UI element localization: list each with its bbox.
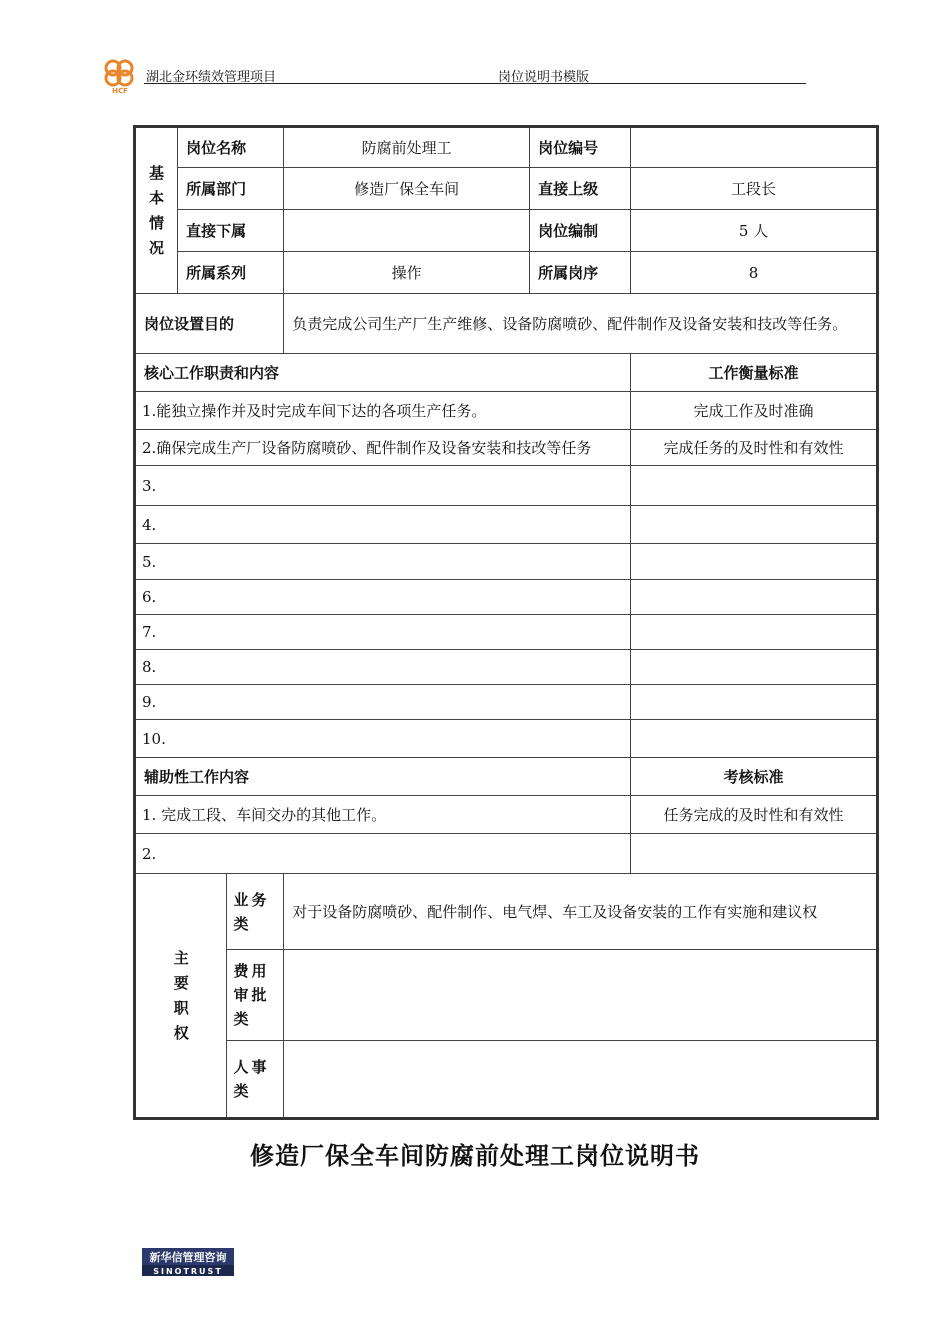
core-item: 1.能独立操作并及时完成车间下达的各项生产任务。	[135, 392, 631, 430]
svg-text:HCF: HCF	[112, 87, 128, 94]
core-item: 9.	[135, 685, 631, 720]
document-title: 修造厂保全车间防腐前处理工岗位说明书	[250, 1142, 700, 1170]
aux-item: 1. 完成工段、车间交办的其他工作。	[135, 796, 631, 834]
core-standard	[631, 650, 878, 685]
basic-value: 修造厂保全车间	[284, 168, 530, 210]
core-item: 6.	[135, 580, 631, 615]
core-header: 核心工作职责和内容	[135, 354, 631, 392]
basic-row	[135, 168, 878, 210]
core-standard	[631, 544, 878, 580]
powers-section-label: 主 要 职 权	[135, 874, 227, 1119]
core-item: 4.	[135, 506, 631, 544]
purpose-text: 负责完成公司生产厂生产维修、设备防腐喷砂、配件制作及设备安装和技改等任务。	[284, 294, 878, 354]
power-label: 人事类	[227, 1041, 284, 1119]
job-description-table	[133, 125, 879, 1120]
core-standard	[631, 506, 878, 544]
basic-label: 岗位编制	[530, 210, 631, 252]
power-text	[284, 950, 878, 1041]
core-item-row	[135, 685, 878, 720]
core-item-row	[135, 650, 878, 685]
core-item: 7.	[135, 615, 631, 650]
aux-standard-header: 考核标准	[631, 758, 878, 796]
core-item-row	[135, 580, 878, 615]
core-item-row	[135, 466, 878, 506]
basic-value: 防腐前处理工	[284, 127, 530, 168]
aux-standard: 任务完成的及时性和有效性	[631, 796, 878, 834]
core-standard	[631, 720, 878, 758]
core-item: 3.	[135, 466, 631, 506]
core-standard: 完成任务的及时性和有效性	[631, 430, 878, 466]
basic-label: 岗位编号	[530, 127, 631, 168]
core-standard	[631, 685, 878, 720]
aux-header: 辅助性工作内容	[135, 758, 631, 796]
basic-section-label: 基 本 情 况	[135, 127, 178, 294]
power-label: 业务类	[227, 874, 284, 950]
core-item: 2.确保完成生产厂设备防腐喷砂、配件制作及设备安装和技改等任务	[135, 430, 631, 466]
basic-row	[135, 127, 878, 168]
basic-value: 操作	[284, 252, 530, 294]
core-standard-header: 工作衡量标准	[631, 354, 878, 392]
basic-value: 工段长	[631, 168, 878, 210]
aux-item-row	[135, 834, 878, 874]
basic-value	[631, 127, 878, 168]
svg-text:新华信管理咨询: 新华信管理咨询	[149, 1251, 227, 1264]
aux-standard	[631, 834, 878, 874]
basic-label: 直接下属	[178, 210, 284, 252]
core-item-row	[135, 720, 878, 758]
company-logo-icon	[100, 54, 140, 94]
core-item-row	[135, 544, 878, 580]
header-doc-type: 岗位说明书模版	[498, 70, 590, 85]
purpose-label: 岗位设置目的	[135, 294, 284, 354]
basic-row	[135, 210, 878, 252]
core-standard	[631, 615, 878, 650]
power-row	[135, 874, 878, 950]
core-standard	[631, 580, 878, 615]
power-label: 费用审批类	[227, 950, 284, 1041]
basic-row	[135, 252, 878, 294]
header-rule	[144, 83, 806, 84]
basic-label: 所属部门	[178, 168, 284, 210]
power-text: 对于设备防腐喷砂、配件制作、电气焊、车工及设备安装的工作有实施和建议权	[284, 874, 878, 950]
basic-label: 所属系列	[178, 252, 284, 294]
basic-value	[284, 210, 530, 252]
core-item-row	[135, 430, 878, 466]
aux-header-row	[135, 758, 878, 796]
header-company: 湖北金环绩效管理项目	[146, 70, 277, 85]
core-standard	[631, 466, 878, 506]
core-item-row	[135, 506, 878, 544]
basic-value: 5 人	[631, 210, 878, 252]
core-header-row	[135, 354, 878, 392]
core-item-row	[135, 392, 878, 430]
power-row	[135, 950, 878, 1041]
core-standard: 完成工作及时准确	[631, 392, 878, 430]
basic-label: 直接上级	[530, 168, 631, 210]
aux-item-row	[135, 796, 878, 834]
power-row	[135, 1041, 878, 1119]
core-item: 8.	[135, 650, 631, 685]
aux-item: 2.	[135, 834, 631, 874]
basic-label: 所属岗序	[530, 252, 631, 294]
basic-label: 岗位名称	[178, 127, 284, 168]
basic-value: 8	[631, 252, 878, 294]
svg-text:SINOTRUST: SINOTRUST	[153, 1267, 223, 1276]
power-text	[284, 1041, 878, 1119]
core-item: 10.	[135, 720, 631, 758]
core-item-row	[135, 615, 878, 650]
purpose-row	[135, 294, 878, 354]
sinotrust-logo-icon	[142, 1248, 234, 1276]
core-item: 5.	[135, 544, 631, 580]
